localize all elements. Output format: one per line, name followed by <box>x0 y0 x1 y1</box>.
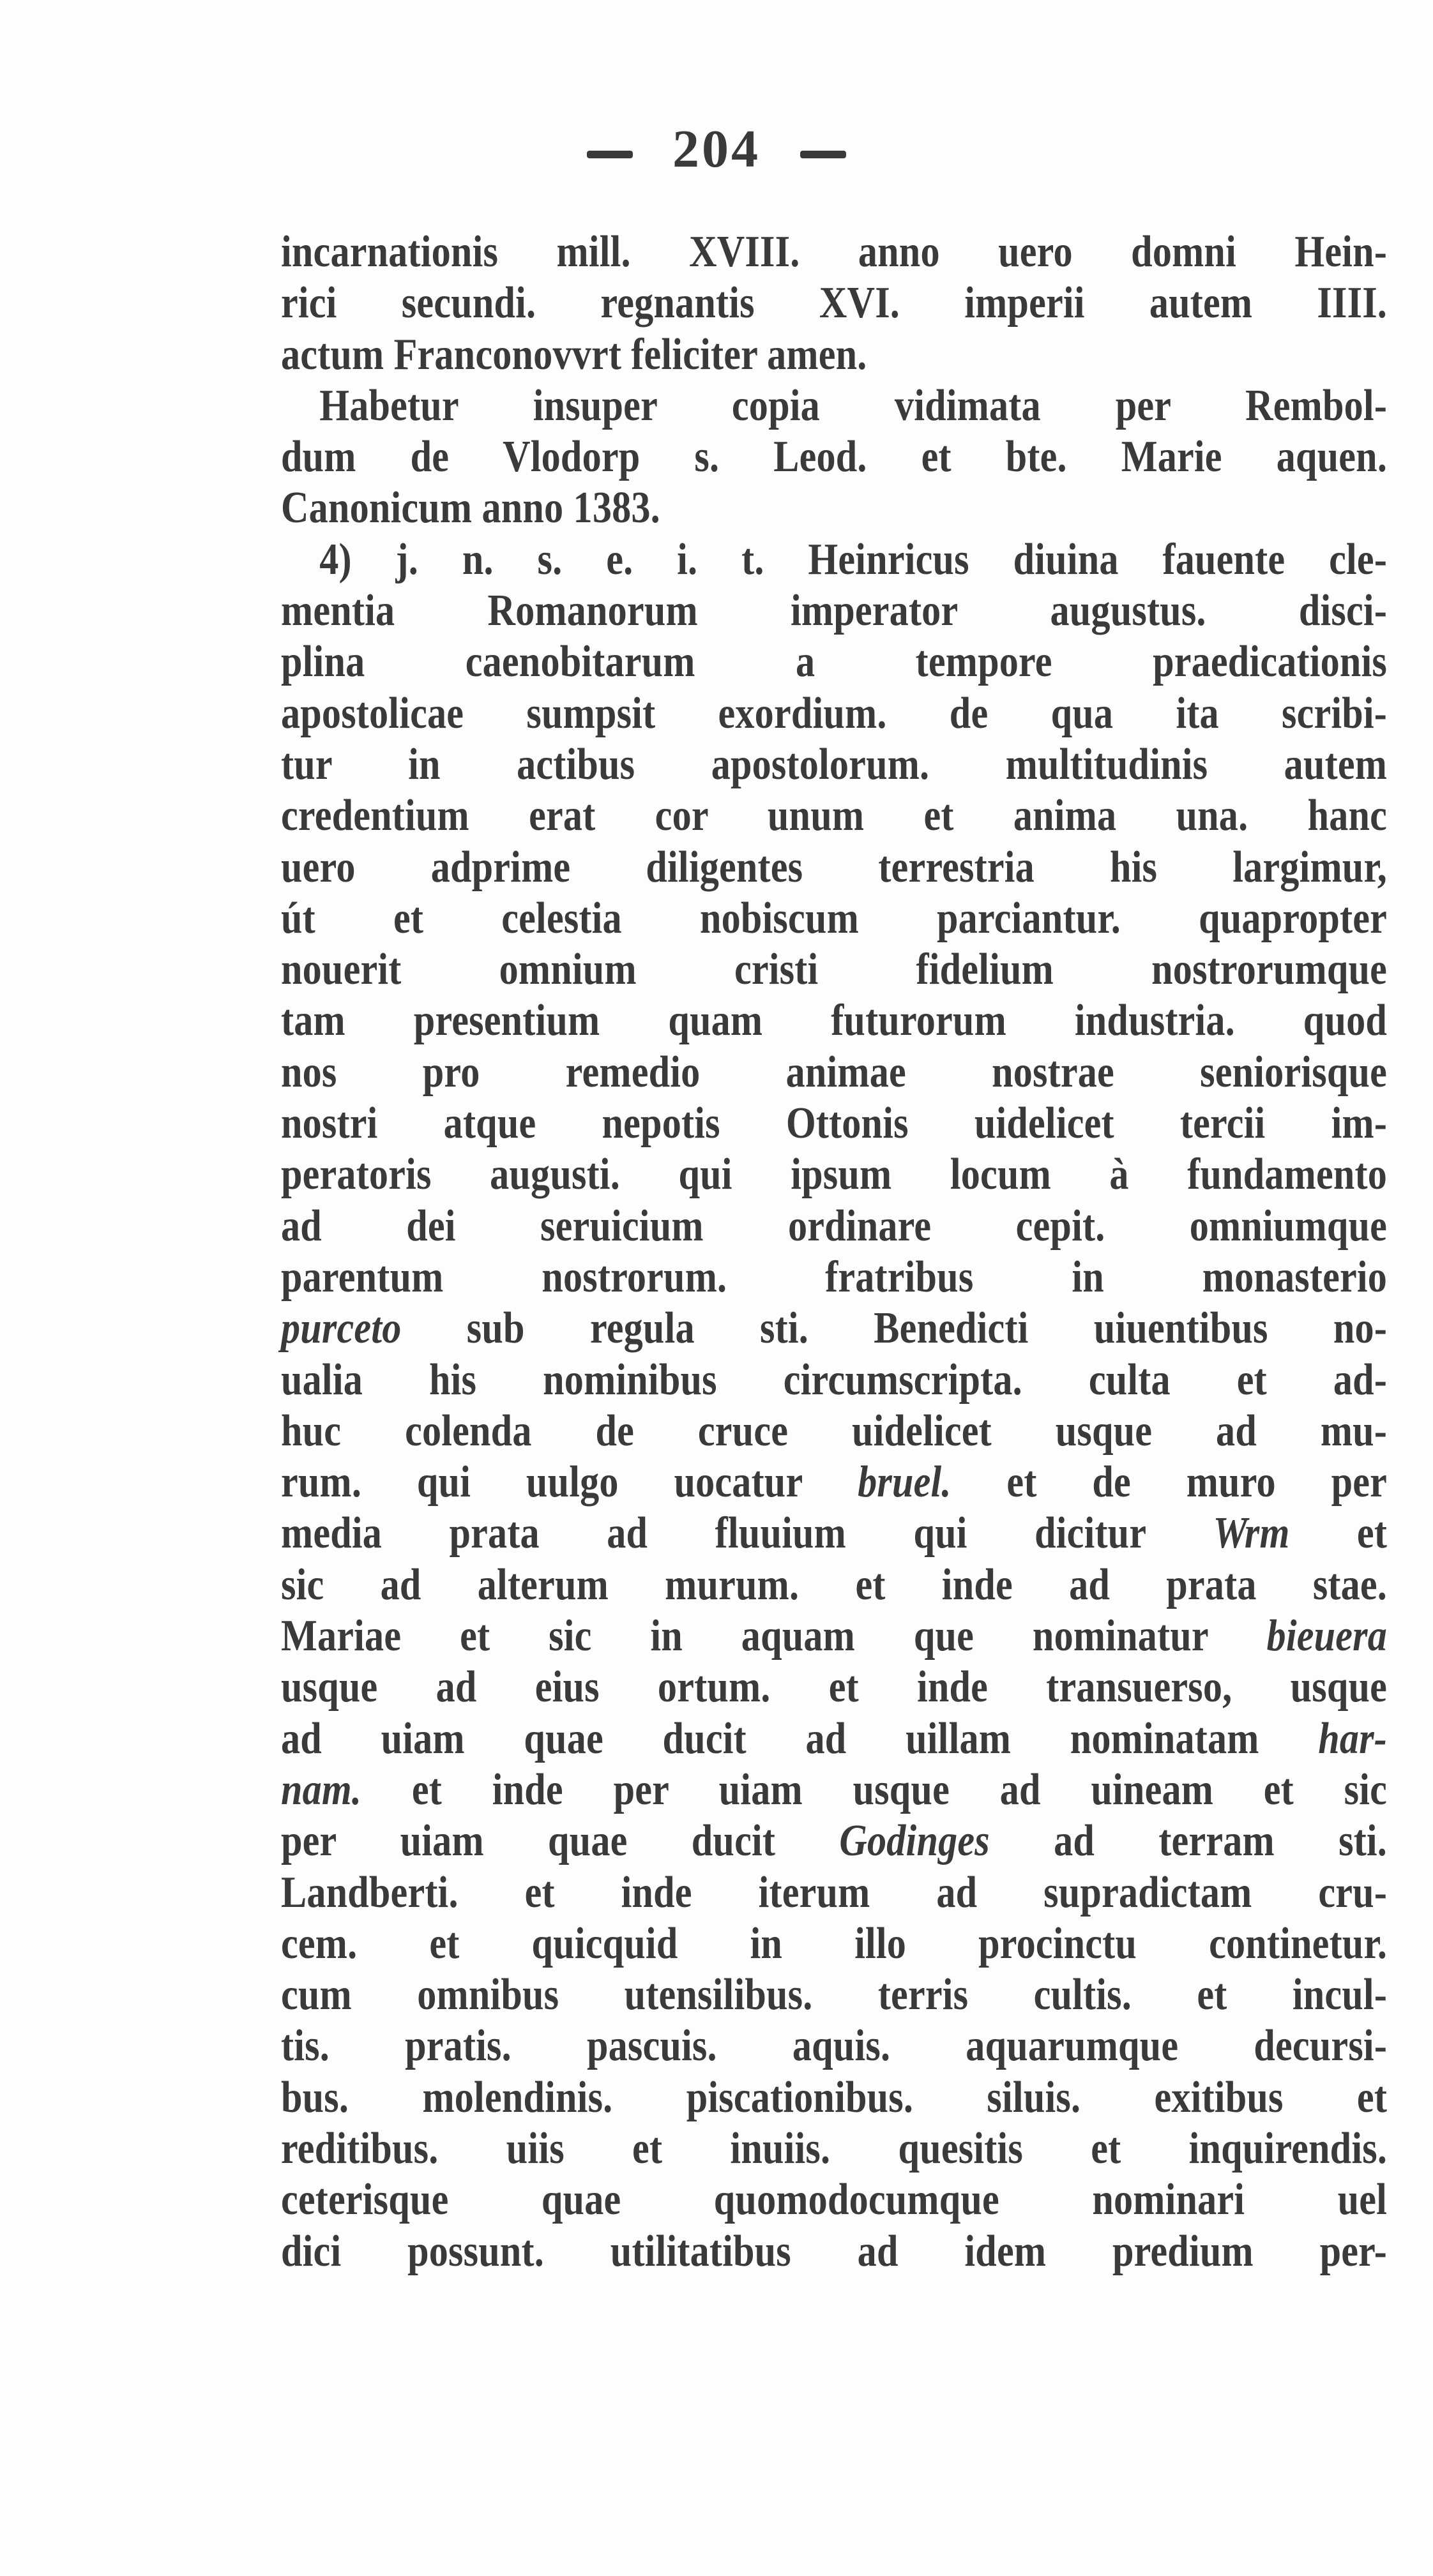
text-segment: et de muro per <box>951 1457 1388 1507</box>
text-line: parentum nostrorum. fratribus in monasterio <box>281 1252 1388 1302</box>
text-line: uero adprime diligentes terrestria his largimur, <box>281 842 1388 892</box>
text-line: cem. et quicquid in illo procinctu continetur. <box>281 1918 1388 1968</box>
italic-place-name: Wrm <box>1213 1509 1290 1558</box>
text-line: tis. pratis. pascuis. aquis. aquarumque decursi- <box>281 2021 1388 2071</box>
text-line: ceterisque quae quomodocumque nominari uel <box>281 2175 1388 2225</box>
italic-place-name: nam. <box>281 1765 362 1814</box>
page-number: 204 <box>672 119 761 179</box>
text-line <box>281 1457 1387 1508</box>
text-line: nouerit omnium cristi fidelium nostrorumque <box>281 945 1388 995</box>
text-line: Landberti. et inde iterum ad supradictam cru- <box>281 1867 1388 1917</box>
text-line: nostri atque nepotis Ottonis uidelicet tercii im- <box>281 1099 1388 1149</box>
page-number-header <box>0 118 1433 180</box>
text-line: bus. molendinis. piscationibus. siluis. exitibus et <box>281 2072 1388 2122</box>
text-segment: media prata ad fluuium qui dicitur <box>281 1509 1213 1558</box>
italic-place-name: purceto <box>281 1304 402 1353</box>
italic-place-name: Godinges <box>839 1816 990 1866</box>
text-line: cum omnibus utensilibus. terris cultis. et incul- <box>281 1970 1388 2020</box>
text-line: ad dei seruicium ordinare cepit. omniumque <box>281 1201 1388 1251</box>
text-segment: ad terram sti. <box>989 1816 1388 1866</box>
text-segment: Mariae et sic in aquam que nominatur <box>281 1611 1267 1661</box>
text-segment: sub regula sti. Benedicti uiuentibus no- <box>401 1304 1388 1353</box>
text-segment: et <box>1289 1509 1388 1558</box>
text-line: rici secundi. regnantis XVI. imperii autem IIII. <box>281 278 1388 328</box>
text-segment: et inde per uiam usque ad uineam et sic <box>361 1765 1388 1814</box>
text-line: credentium erat cor unum et anima una. hanc <box>281 791 1388 841</box>
text-line: peratoris augusti. qui ipsum locum à fundamento <box>281 1150 1388 1200</box>
text-line <box>281 1816 1387 1867</box>
text-segment: rum. qui uulgo uocatur <box>281 1457 858 1507</box>
text-line <box>281 1508 1387 1559</box>
text-segment: ad uiam quae ducit ad uillam nominatam <box>281 1714 1319 1763</box>
text-line: ualia his nominibus circumscripta. culta et ad- <box>281 1355 1388 1405</box>
text-line: mentia Romanorum imperator augustus. disci- <box>281 586 1388 636</box>
text-line: plina caenobitarum a tempore praedicationis <box>281 637 1388 687</box>
text-line: dum de Vlodorp s. Leod. et bte. Marie aquen. <box>281 432 1388 482</box>
text-line: sic ad alterum murum. et inde ad prata stae. <box>281 1560 1388 1609</box>
body-text <box>281 227 1387 2277</box>
left-dash-ornament <box>587 151 633 158</box>
text-line <box>281 1303 1387 1354</box>
right-dash-ornament <box>800 151 846 158</box>
text-line: 4) j. n. s. e. i. t. Heinricus diuina fauente cle- <box>319 534 1388 584</box>
italic-place-name: bieuera <box>1266 1611 1388 1661</box>
text-segment: per uiam quae ducit <box>281 1816 840 1866</box>
text-line: actum Franconovvrt feliciter amen. <box>281 329 867 379</box>
text-line: nos pro remedio animae nostrae seniorisque <box>281 1047 1388 1097</box>
text-line <box>281 1765 1387 1816</box>
text-line: dici possunt. utilitatibus ad idem predium per- <box>281 2226 1388 2276</box>
text-line <box>281 1611 1387 1662</box>
text-line <box>281 1714 1387 1765</box>
text-line: tam presentium quam futurorum industria. quod <box>281 996 1388 1046</box>
text-line: huc colenda de cruce uidelicet usque ad mu- <box>281 1406 1388 1456</box>
text-line: Canonicum anno 1383. <box>281 483 660 533</box>
text-line: apostolicae sumpsit exordium. de qua ita scribi- <box>281 688 1388 738</box>
text-line: tur in actibus apostolorum. multitudinis autem <box>281 739 1388 789</box>
text-line: usque ad eius ortum. et inde transuerso, usque <box>281 1662 1388 1712</box>
text-line: reditibus. uiis et inuiis. quesitis et inquirendis. <box>281 2123 1388 2173</box>
text-line: út et celestia nobiscum parciantur. quapropter <box>281 893 1388 943</box>
italic-place-name: har- <box>1318 1714 1388 1763</box>
italic-place-name: bruel. <box>858 1457 952 1507</box>
text-line: incarnationis mill. XVIII. anno uero domni Hein- <box>281 227 1388 276</box>
text-line: Habetur insuper copia vidimata per Rembol- <box>319 380 1388 430</box>
